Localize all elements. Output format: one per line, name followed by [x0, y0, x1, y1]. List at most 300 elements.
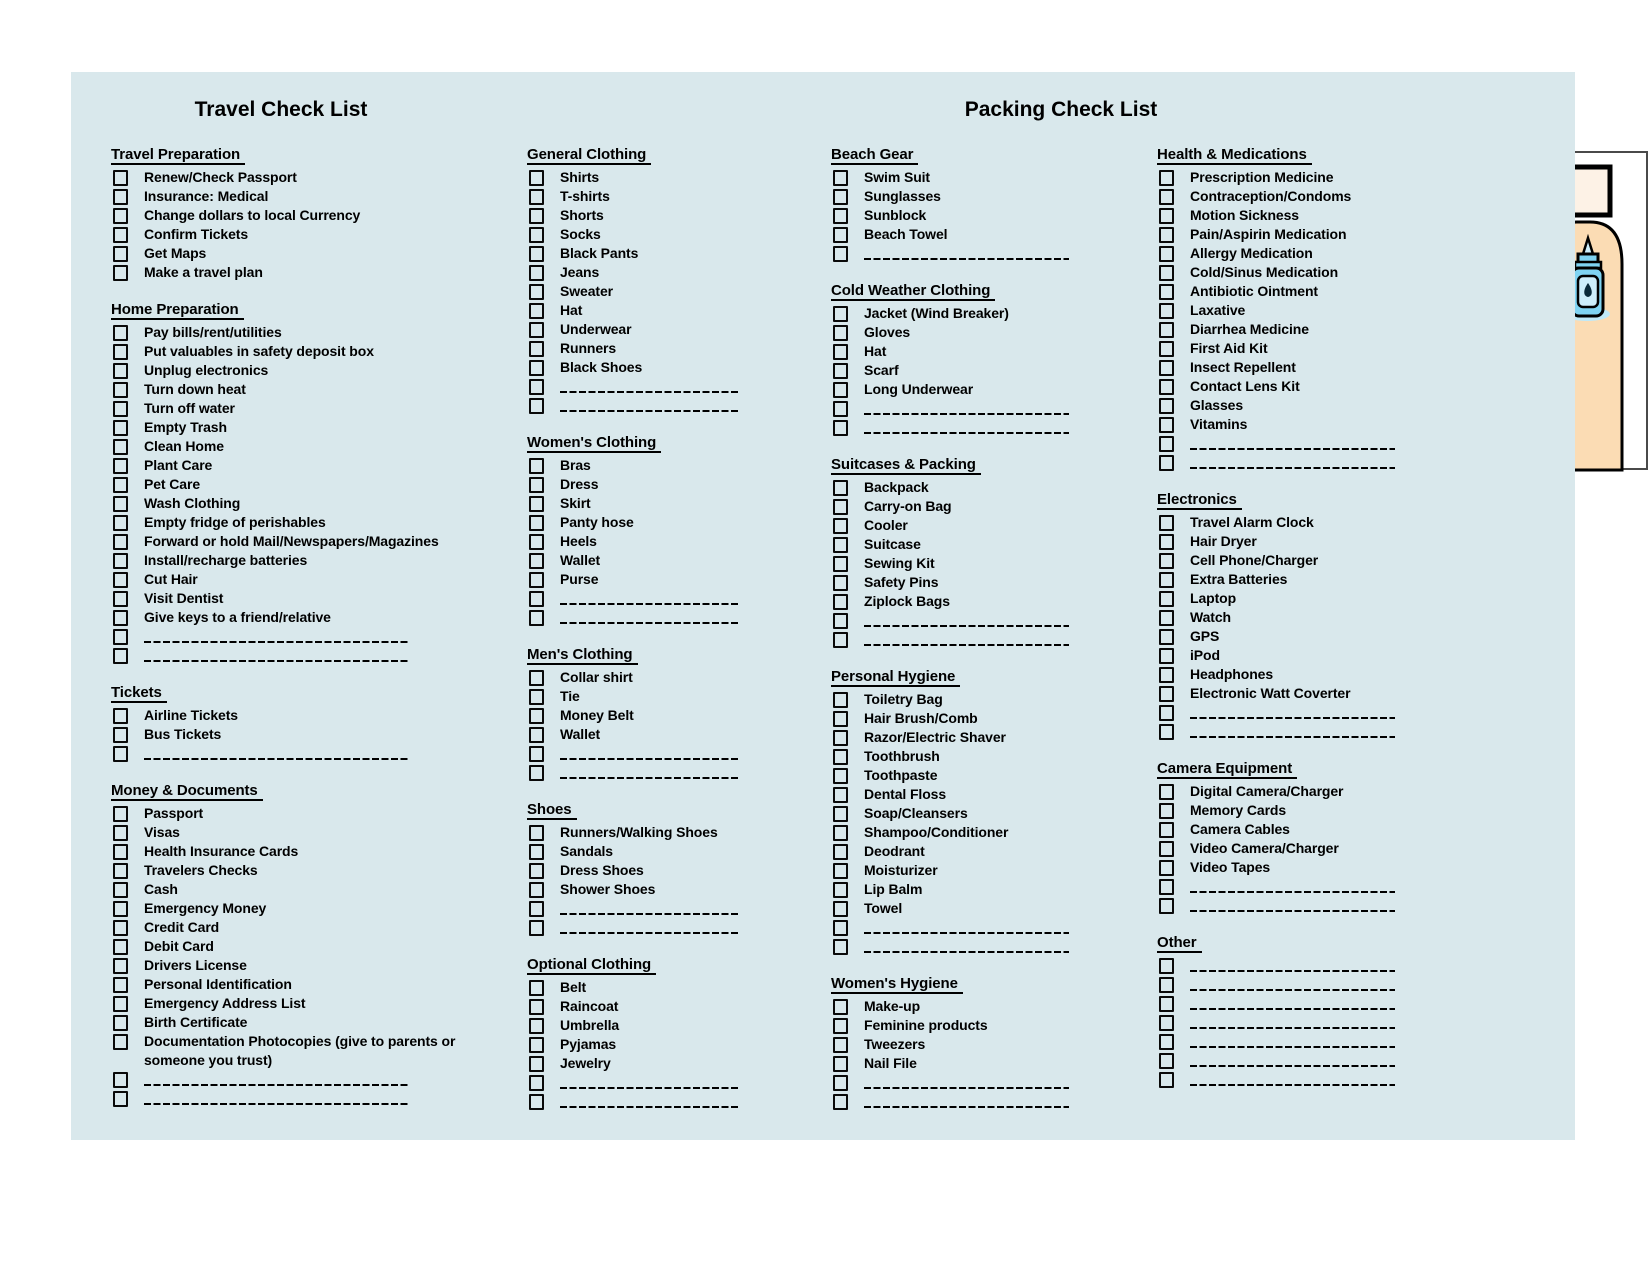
checkbox-icon[interactable]: [1159, 629, 1174, 645]
checkbox-icon[interactable]: [529, 477, 544, 493]
checklist-blank-item: [1157, 1013, 1407, 1032]
item-label: Shower Shoes: [560, 881, 656, 897]
checkbox-icon[interactable]: [1159, 591, 1174, 607]
checkbox-icon[interactable]: [529, 1075, 544, 1091]
item-label: Cell Phone/Charger: [1190, 552, 1319, 568]
checkbox-icon[interactable]: [113, 1091, 128, 1107]
item-label: Travelers Checks: [144, 862, 258, 878]
checkbox-icon[interactable]: [113, 806, 128, 822]
item-label: Laxative: [1190, 302, 1246, 318]
item-label: Cut Hair: [144, 571, 198, 587]
item-label: Backpack: [864, 479, 929, 495]
section-women-s-hygiene: [831, 975, 1081, 1111]
checkbox-icon[interactable]: [529, 322, 544, 338]
checkbox-icon[interactable]: [113, 325, 128, 341]
blank-write-in-line[interactable]: [560, 913, 740, 916]
checkbox-icon[interactable]: [113, 1015, 128, 1031]
checkbox-icon[interactable]: [1159, 572, 1174, 588]
checkbox-icon[interactable]: [529, 572, 544, 588]
checkbox-icon[interactable]: [833, 730, 848, 746]
checkbox-icon[interactable]: [113, 1034, 128, 1050]
item-label: Nail File: [864, 1055, 917, 1071]
item-label: Renew/Check Passport: [144, 169, 297, 185]
checklist-item: [111, 899, 503, 918]
checkbox-icon[interactable]: [1159, 379, 1174, 395]
checkbox-icon[interactable]: [833, 768, 848, 784]
checkbox-icon[interactable]: [529, 746, 544, 762]
checkbox-icon[interactable]: [529, 189, 544, 205]
checkbox-icon[interactable]: [113, 246, 128, 262]
checkbox-icon[interactable]: [1159, 1015, 1174, 1031]
item-label: Make-up: [864, 998, 921, 1014]
checkbox-icon[interactable]: [113, 977, 128, 993]
item-label: Sunglasses: [864, 188, 941, 204]
checkbox-icon[interactable]: [113, 208, 128, 224]
checkbox-icon[interactable]: [529, 227, 544, 243]
checkbox-icon[interactable]: [113, 746, 128, 762]
checkbox-icon[interactable]: [833, 806, 848, 822]
blank-write-in-line[interactable]: [144, 758, 409, 761]
checkbox-icon[interactable]: [1159, 436, 1174, 452]
checkbox-icon[interactable]: [1159, 455, 1174, 471]
checkbox-icon[interactable]: [113, 920, 128, 936]
checkbox-icon[interactable]: [833, 844, 848, 860]
item-label: Digital Camera/Charger: [1190, 783, 1344, 799]
item-label: Pay bills/rent/utilities: [144, 324, 282, 340]
checkbox-icon[interactable]: [1159, 977, 1174, 993]
blank-write-in-line[interactable]: [864, 258, 1069, 261]
checkbox-icon[interactable]: [833, 825, 848, 841]
checkbox-icon[interactable]: [529, 825, 544, 841]
checklist-item: [111, 361, 503, 380]
blank-write-in-line[interactable]: [144, 660, 409, 663]
checklist-item: [527, 206, 757, 225]
blank-write-in-line[interactable]: [864, 1087, 1069, 1090]
item-label: Jacket (Wind Breaker): [864, 305, 1009, 321]
checklist-blank-item: [831, 1092, 1081, 1111]
item-label: Give keys to a friend/relative: [144, 609, 331, 625]
checkbox-icon[interactable]: [529, 844, 544, 860]
blank-write-in-line[interactable]: [560, 932, 740, 935]
checkbox-icon[interactable]: [529, 458, 544, 474]
checkbox-icon[interactable]: [529, 379, 544, 395]
checkbox-icon[interactable]: [113, 610, 128, 626]
blank-write-in-line[interactable]: [1190, 989, 1395, 992]
blank-write-in-line[interactable]: [144, 641, 409, 644]
checkbox-icon[interactable]: [529, 170, 544, 186]
checkbox-icon[interactable]: [529, 246, 544, 262]
checklist-item: [111, 589, 503, 608]
blank-write-in-line[interactable]: [560, 1106, 740, 1109]
checkbox-icon[interactable]: [113, 825, 128, 841]
checklist-item: [1157, 282, 1407, 301]
checklist-item: [527, 706, 757, 725]
section-header: Other: [1157, 934, 1202, 953]
checkbox-icon[interactable]: [529, 553, 544, 569]
checkbox-icon[interactable]: [833, 920, 848, 936]
checkbox-icon[interactable]: [1159, 705, 1174, 721]
checkbox-icon[interactable]: [529, 208, 544, 224]
checkbox-icon[interactable]: [1159, 841, 1174, 857]
blank-write-in-line[interactable]: [560, 1087, 740, 1090]
blank-write-in-line[interactable]: [864, 951, 1069, 954]
checkbox-icon[interactable]: [1159, 686, 1174, 702]
checkbox-icon[interactable]: [1159, 284, 1174, 300]
blank-write-in-line[interactable]: [864, 432, 1069, 435]
checkbox-icon[interactable]: [113, 363, 128, 379]
checkbox-icon[interactable]: [529, 901, 544, 917]
checklist-item: [527, 997, 757, 1016]
checkbox-icon[interactable]: [833, 518, 848, 534]
checkbox-icon[interactable]: [113, 170, 128, 186]
blank-write-in-line[interactable]: [864, 644, 1069, 647]
checkbox-icon[interactable]: [833, 901, 848, 917]
blank-write-in-line[interactable]: [560, 758, 740, 761]
blank-write-in-line[interactable]: [1190, 891, 1395, 894]
checkbox-icon[interactable]: [1159, 170, 1174, 186]
checkbox-icon[interactable]: [1159, 803, 1174, 819]
checkbox-icon[interactable]: [113, 189, 128, 205]
blank-write-in-line[interactable]: [144, 1084, 409, 1087]
checkbox-icon[interactable]: [529, 341, 544, 357]
blank-write-in-line[interactable]: [560, 410, 740, 413]
blank-write-in-line[interactable]: [1190, 1065, 1395, 1068]
checkbox-icon[interactable]: [529, 727, 544, 743]
item-label: Insect Repellent: [1190, 359, 1296, 375]
item-label: Suitcase: [864, 536, 921, 552]
checkbox-icon[interactable]: [113, 477, 128, 493]
section-shoes: [527, 801, 757, 937]
checklist-item: [1157, 168, 1407, 187]
checkbox-icon[interactable]: [1159, 360, 1174, 376]
item-label: Panty hose: [560, 514, 634, 530]
checklist-item: [831, 206, 1081, 225]
item-label: Long Underwear: [864, 381, 974, 397]
blank-write-in-line[interactable]: [864, 625, 1069, 628]
blank-write-in-line[interactable]: [560, 777, 740, 780]
blank-write-in-line[interactable]: [864, 932, 1069, 935]
item-label: Diarrhea Medicine: [1190, 321, 1309, 337]
checkbox-icon[interactable]: [113, 863, 128, 879]
checklist-item: [111, 725, 503, 744]
checklist-item: [831, 709, 1081, 728]
blank-write-in-line[interactable]: [1190, 1046, 1395, 1049]
checkbox-icon[interactable]: [529, 980, 544, 996]
checklist-item: [1157, 358, 1407, 377]
section-cold-weather-clothing: [831, 282, 1081, 437]
blank-write-in-line[interactable]: [1190, 1027, 1395, 1030]
section-header: Travel Preparation: [111, 146, 245, 165]
checkbox-icon[interactable]: [833, 613, 848, 629]
checkbox-icon[interactable]: [1159, 610, 1174, 626]
checkbox-icon[interactable]: [1159, 1072, 1174, 1088]
checkbox-icon[interactable]: [833, 1075, 848, 1091]
blank-write-in-line[interactable]: [1190, 736, 1395, 739]
checkbox-icon[interactable]: [529, 670, 544, 686]
checkbox-icon[interactable]: [1159, 189, 1174, 205]
item-label: Cold/Sinus Medication: [1190, 264, 1339, 280]
checkbox-icon[interactable]: [113, 939, 128, 955]
checklist-item: [111, 187, 503, 206]
checkbox-icon[interactable]: [1159, 667, 1174, 683]
blank-write-in-line[interactable]: [1190, 910, 1395, 913]
checkbox-icon[interactable]: [833, 344, 848, 360]
item-label: Soap/Cleansers: [864, 805, 968, 821]
checkbox-icon[interactable]: [529, 708, 544, 724]
blank-write-in-line[interactable]: [1190, 1084, 1395, 1087]
checkbox-icon[interactable]: [113, 572, 128, 588]
checkbox-icon[interactable]: [529, 1037, 544, 1053]
checkbox-icon[interactable]: [833, 882, 848, 898]
checklist-blank-item: [527, 1092, 757, 1111]
checkbox-icon[interactable]: [833, 401, 848, 417]
checkbox-icon[interactable]: [113, 958, 128, 974]
checkbox-icon[interactable]: [113, 708, 128, 724]
checkbox-icon[interactable]: [833, 863, 848, 879]
section-header: Beach Gear: [831, 146, 918, 165]
checkbox-icon[interactable]: [529, 515, 544, 531]
checklist-item: [831, 1035, 1081, 1054]
checkbox-icon[interactable]: [833, 711, 848, 727]
checkbox-icon[interactable]: [113, 882, 128, 898]
item-label: Jeans: [560, 264, 600, 280]
section-suitcases-packing: [831, 456, 1081, 649]
checkbox-icon[interactable]: [833, 170, 848, 186]
item-label: Sunblock: [864, 207, 927, 223]
checkbox-icon[interactable]: [833, 382, 848, 398]
checkbox-icon[interactable]: [113, 901, 128, 917]
checkbox-icon[interactable]: [1159, 553, 1174, 569]
checkbox-icon[interactable]: [529, 1018, 544, 1034]
checklist-item: [527, 320, 757, 339]
checklist-blank-item: [111, 627, 503, 646]
section-header: Women's Hygiene: [831, 975, 963, 994]
blank-write-in-line[interactable]: [864, 413, 1069, 416]
checkbox-icon[interactable]: [833, 537, 848, 553]
checklist-blank-item: [111, 744, 503, 763]
blank-write-in-line[interactable]: [1190, 970, 1395, 973]
checkbox-icon[interactable]: [1159, 958, 1174, 974]
checklist-item: [527, 842, 757, 861]
section-header: Health & Medications: [1157, 146, 1312, 165]
checkbox-icon[interactable]: [1159, 227, 1174, 243]
checklist-item: [1157, 301, 1407, 320]
checklist-blank-item: [527, 744, 757, 763]
column-4: [1157, 146, 1407, 1108]
checkbox-icon[interactable]: [1159, 208, 1174, 224]
checkbox-icon[interactable]: [833, 208, 848, 224]
checkbox-icon[interactable]: [529, 920, 544, 936]
checkbox-icon[interactable]: [529, 398, 544, 414]
checklist-blank-item: [1157, 703, 1407, 722]
blank-write-in-line[interactable]: [864, 1106, 1069, 1109]
item-label: Shampoo/Conditioner: [864, 824, 1009, 840]
checkbox-icon[interactable]: [1159, 515, 1174, 531]
blank-write-in-line[interactable]: [1190, 1008, 1395, 1011]
checkbox-icon[interactable]: [1159, 1034, 1174, 1050]
item-label: Runners/Walking Shoes: [560, 824, 718, 840]
checkbox-icon[interactable]: [113, 629, 128, 645]
checkbox-icon[interactable]: [1159, 246, 1174, 262]
checkbox-icon[interactable]: [113, 458, 128, 474]
item-label: Contact Lens Kit: [1190, 378, 1300, 394]
checklist-item: [1157, 187, 1407, 206]
checkbox-icon[interactable]: [1159, 417, 1174, 433]
checkbox-icon[interactable]: [1159, 879, 1174, 895]
item-label: Extra Batteries: [1190, 571, 1288, 587]
checkbox-icon[interactable]: [833, 999, 848, 1015]
checkbox-icon[interactable]: [113, 727, 128, 743]
checklist-blank-item: [1157, 1070, 1407, 1089]
checklist-item: [527, 187, 757, 206]
item-label: Feminine products: [864, 1017, 988, 1033]
checklist-item: [111, 842, 503, 861]
checkbox-icon[interactable]: [1159, 784, 1174, 800]
checklist-item: [831, 842, 1081, 861]
checklist-blank-item: [831, 1073, 1081, 1092]
item-label: Forward or hold Mail/Newspapers/Magazines: [144, 533, 439, 549]
checkbox-icon[interactable]: [113, 344, 128, 360]
checklist-item: [527, 244, 757, 263]
checkbox-icon[interactable]: [1159, 898, 1174, 914]
checkbox-icon[interactable]: [529, 765, 544, 781]
checkbox-icon[interactable]: [529, 1094, 544, 1110]
checkbox-icon[interactable]: [833, 189, 848, 205]
checkbox-icon[interactable]: [529, 496, 544, 512]
checkbox-icon[interactable]: [113, 420, 128, 436]
checkbox-icon[interactable]: [113, 534, 128, 550]
checkbox-icon[interactable]: [113, 401, 128, 417]
item-label: GPS: [1190, 628, 1220, 644]
checkbox-icon[interactable]: [833, 632, 848, 648]
checkbox-icon[interactable]: [833, 1056, 848, 1072]
checkbox-icon[interactable]: [529, 863, 544, 879]
blank-write-in-line[interactable]: [1190, 448, 1395, 451]
checkbox-icon[interactable]: [529, 591, 544, 607]
checkbox-icon[interactable]: [1159, 265, 1174, 281]
checkbox-icon[interactable]: [833, 692, 848, 708]
checkbox-icon[interactable]: [1159, 1053, 1174, 1069]
checkbox-icon[interactable]: [529, 999, 544, 1015]
checkbox-icon[interactable]: [833, 499, 848, 515]
checkbox-icon[interactable]: [1159, 822, 1174, 838]
checkbox-icon[interactable]: [833, 575, 848, 591]
blank-write-in-line[interactable]: [144, 1103, 409, 1106]
checkbox-icon[interactable]: [529, 303, 544, 319]
checkbox-icon[interactable]: [529, 265, 544, 281]
item-label: Deodrant: [864, 843, 925, 859]
item-label: Underwear: [560, 321, 632, 337]
checklist-item: [831, 899, 1081, 918]
checkbox-icon[interactable]: [833, 1037, 848, 1053]
checkbox-icon[interactable]: [1159, 534, 1174, 550]
checkbox-icon[interactable]: [529, 360, 544, 376]
checklist-item: [111, 263, 503, 282]
item-label: Watch: [1190, 609, 1231, 625]
checkbox-icon[interactable]: [833, 420, 848, 436]
checkbox-icon[interactable]: [833, 556, 848, 572]
blank-write-in-line[interactable]: [560, 391, 740, 394]
checklist-blank-item: [111, 646, 503, 665]
checklist-item: [1157, 225, 1407, 244]
checkbox-icon[interactable]: [833, 787, 848, 803]
checkbox-icon[interactable]: [1159, 398, 1174, 414]
item-label: Confirm Tickets: [144, 226, 249, 242]
blank-write-in-line[interactable]: [560, 603, 740, 606]
checkbox-icon[interactable]: [1159, 303, 1174, 319]
checkbox-icon[interactable]: [833, 306, 848, 322]
checklist-item: [1157, 782, 1407, 801]
checklist-blank-item: [1157, 896, 1407, 915]
checkbox-icon[interactable]: [833, 749, 848, 765]
checkbox-icon[interactable]: [529, 610, 544, 626]
checklist-item: [527, 339, 757, 358]
checklist-item: [111, 975, 503, 994]
section-header: Shoes: [527, 801, 577, 820]
checklist-blank-item: [1157, 434, 1407, 453]
checkbox-icon[interactable]: [833, 227, 848, 243]
checkbox-icon[interactable]: [833, 363, 848, 379]
checkbox-icon[interactable]: [1159, 724, 1174, 740]
checkbox-icon[interactable]: [113, 844, 128, 860]
checkbox-icon[interactable]: [113, 1072, 128, 1088]
checkbox-icon[interactable]: [833, 325, 848, 341]
item-label: Travel Alarm Clock: [1190, 514, 1314, 530]
checklist-item: [111, 399, 503, 418]
checkbox-icon[interactable]: [113, 591, 128, 607]
checkbox-icon[interactable]: [113, 515, 128, 531]
checkbox-icon[interactable]: [1159, 341, 1174, 357]
checkbox-icon[interactable]: [833, 480, 848, 496]
checkbox-icon[interactable]: [113, 439, 128, 455]
checklist-item: [831, 497, 1081, 516]
checklist-item: [527, 358, 757, 377]
checkbox-icon[interactable]: [1159, 860, 1174, 876]
checkbox-icon[interactable]: [529, 689, 544, 705]
item-label: Emergency Address List: [144, 995, 306, 1011]
checkbox-icon[interactable]: [529, 534, 544, 550]
checkbox-icon[interactable]: [1159, 648, 1174, 664]
blank-write-in-line[interactable]: [1190, 467, 1395, 470]
checkbox-icon[interactable]: [1159, 322, 1174, 338]
checklist-item: [111, 823, 503, 842]
checkbox-icon[interactable]: [113, 265, 128, 281]
checkbox-icon[interactable]: [113, 382, 128, 398]
checkbox-icon[interactable]: [529, 1056, 544, 1072]
checkbox-icon[interactable]: [833, 246, 848, 262]
checklist-item: [831, 880, 1081, 899]
checkbox-icon[interactable]: [833, 594, 848, 610]
checkbox-icon[interactable]: [1159, 996, 1174, 1012]
checkbox-icon[interactable]: [113, 553, 128, 569]
checkbox-icon[interactable]: [833, 1018, 848, 1034]
checkbox-icon[interactable]: [529, 882, 544, 898]
checklist-item: [527, 1035, 757, 1054]
blank-write-in-line[interactable]: [560, 622, 740, 625]
checkbox-icon[interactable]: [113, 227, 128, 243]
checklist-item: [1157, 532, 1407, 551]
checkbox-icon[interactable]: [529, 284, 544, 300]
checkbox-icon[interactable]: [113, 496, 128, 512]
checklist-item: [111, 475, 503, 494]
checklist-item: [831, 168, 1081, 187]
checkbox-icon[interactable]: [113, 648, 128, 664]
checkbox-icon[interactable]: [113, 996, 128, 1012]
blank-write-in-line[interactable]: [1190, 717, 1395, 720]
checkbox-icon[interactable]: [833, 939, 848, 955]
item-label: Antibiotic Ointment: [1190, 283, 1318, 299]
checkbox-icon[interactable]: [833, 1094, 848, 1110]
